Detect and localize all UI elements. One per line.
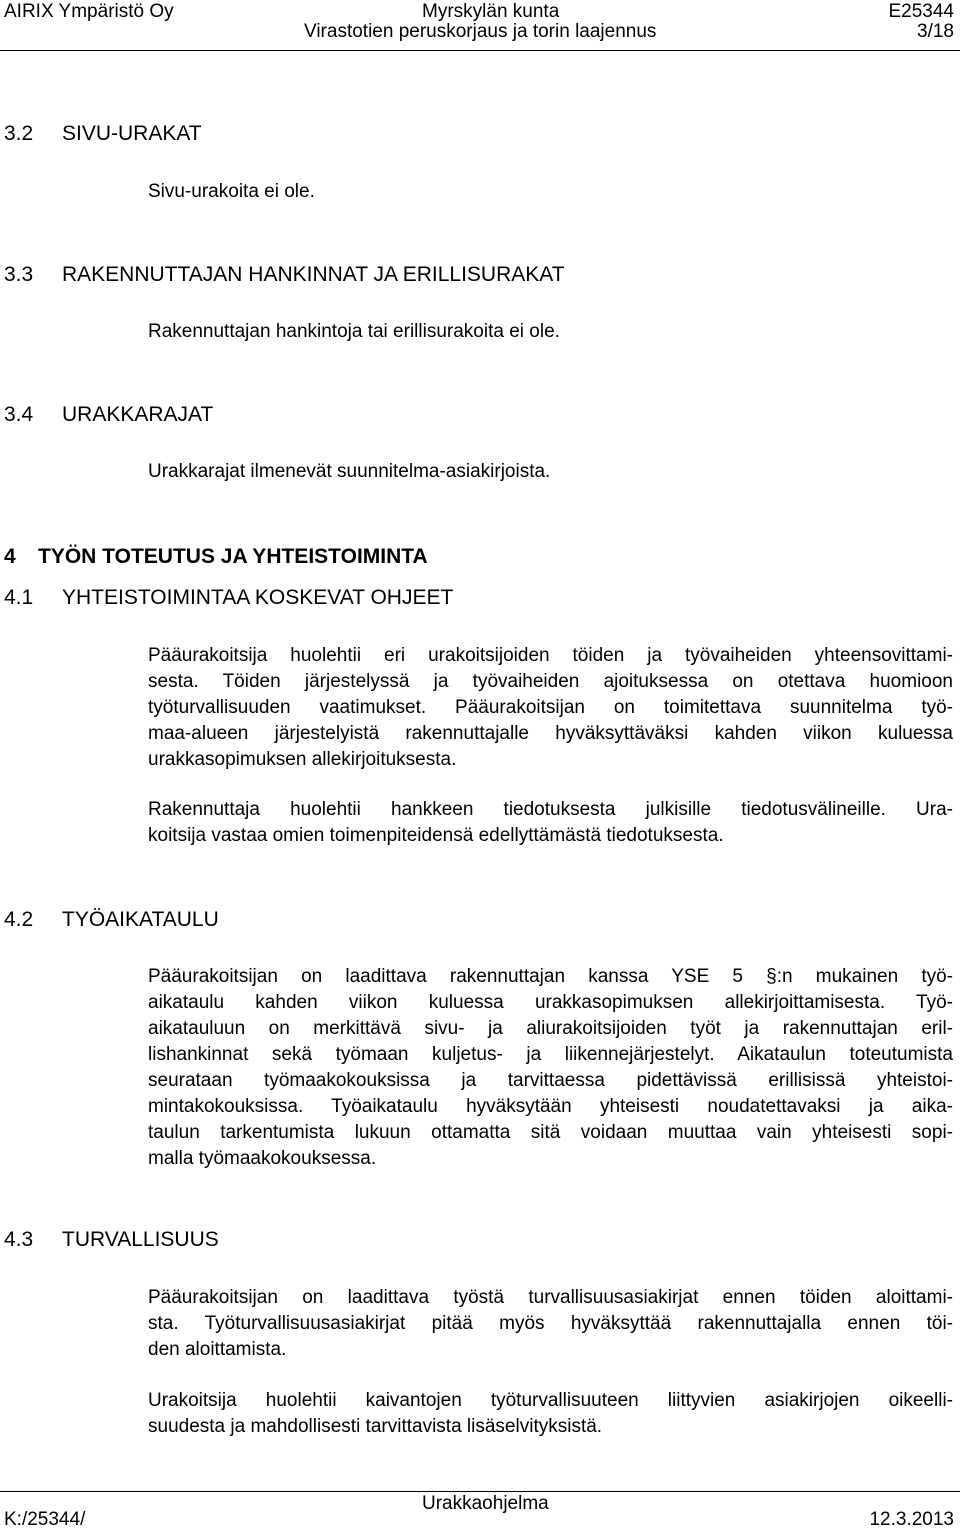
header-doc-number: E25344 (888, 1, 954, 22)
paragraph-line: sta. Työturvallisuusasiakirjat pitää myös hyväksyttää rakennuttajalla ennen töi- (148, 1313, 953, 1334)
paragraph-line: aikatauluun on merkittävä sivu- ja aliurakoitsijoiden työt ja rakennuttajan eril- (148, 1018, 953, 1039)
paragraph-line: maa-alueen järjestelyistä rakennuttajalle hyväksyttäväksi kahden viikon kuluessa (148, 723, 953, 744)
section-text: Rakennuttajan hankintoja tai erillisurakoita ei ole. (148, 321, 560, 342)
header-project: Virastotien peruskorjaus ja torin laajennus (304, 21, 657, 42)
section-title: URAKKARAJAT (62, 403, 214, 426)
paragraph (148, 797, 953, 849)
paragraph-line: seurataan työmaakokouksissa ja tarvittaessa pidettävissä erillisissä yhteistoi- (148, 1070, 953, 1091)
section-title: YHTEISTOIMINTAA KOSKEVAT OHJEET (62, 586, 454, 609)
section-title: TYÖAIKATAULU (62, 908, 219, 931)
paragraph-line: sesta. Töiden järjestelyssä ja työvaiheiden ajoituksessa on otettava huomioon (148, 671, 953, 692)
paragraph-line: aikataulu kahden viikon kuluessa urakkasopimuksen allekirjoittamisesta. Työ- (148, 992, 953, 1013)
section-text: Urakkarajat ilmenevät suunnitelma-asiakirjoista. (148, 461, 551, 482)
paragraph-line: Pääurakoitsija huolehtii eri urakoitsijoiden töiden ja työvaiheiden yhteensovittami- (148, 645, 953, 666)
section-number: 3.4 (4, 403, 34, 426)
section-title: SIVU-URAKAT (62, 122, 202, 145)
footer-path: K:/25344/ (4, 1509, 86, 1530)
paragraph-line: malla työmaakokouksessa. (148, 1148, 377, 1169)
section-title: TURVALLISUUS (62, 1228, 219, 1251)
section-number: 3.3 (4, 263, 34, 286)
chapter-number: 4 (4, 545, 16, 568)
paragraph-line: Urakoitsija huolehtii kaivantojen työturvallisuuteen liittyvien asiakirjojen oikeelli- (148, 1390, 953, 1411)
paragraph-line: mintakokouksissa. Työaikataulu hyväksytään yhteisesti noudatettavaksi ja aika- (148, 1096, 953, 1117)
footer-date: 12.3.2013 (869, 1509, 954, 1530)
section-text: Sivu-urakoita ei ole. (148, 181, 315, 202)
paragraph (148, 1285, 953, 1363)
paragraph-line: Pääurakoitsijan on laadittava rakennuttajan kanssa YSE 5 §:n mukainen työ- (148, 966, 953, 987)
chapter-title: TYÖN TOTEUTUS JA YHTEISTOIMINTA (38, 545, 428, 568)
section-title: RAKENNUTTAJAN HANKINNAT JA ERILLISURAKAT (62, 263, 565, 286)
header-page-number: 3/18 (917, 21, 954, 42)
paragraph-line: työturvallisuuden vaatimukset. Pääurakoitsijan on toimitettava suunnitelma työ- (148, 697, 953, 718)
section-number: 4.3 (4, 1228, 34, 1251)
paragraph-line: Rakennuttaja huolehtii hankkeen tiedotuksesta julkisille tiedotusvälineille. Ura- (148, 799, 953, 820)
paragraph-line: suudesta ja mahdollisesti tarvittavista lisäselvityksistä. (148, 1416, 603, 1437)
paragraph-line: den aloittamista. (148, 1339, 287, 1360)
section-number: 4.2 (4, 908, 34, 931)
paragraph-line: lishankinnat sekä työmaan kuljetus- ja liikennejärjestelyt. Aikataulun toteutumista (148, 1044, 953, 1065)
paragraph-line: Pääurakoitsijan on laadittava työstä turvallisuusasiakirjat ennen töiden aloittami- (148, 1287, 953, 1308)
paragraph-line: taulun tarkentumista lukuun ottamatta sitä voidaan muuttaa vain yhteisesti sopi- (148, 1122, 953, 1143)
paragraph-line: koitsija vastaa omien toimenpiteidensä edellyttämästä tiedotuksesta. (148, 825, 724, 846)
footer-doc-title: Urakkaohjelma (422, 1493, 549, 1514)
header-company: AIRIX Ympäristö Oy (4, 1, 174, 22)
header-rule (0, 50, 960, 51)
paragraph-line: urakkasopimuksen allekirjoituksesta. (148, 749, 457, 770)
paragraph (148, 964, 953, 1172)
section-number: 3.2 (4, 122, 34, 145)
header-client: Myrskylän kunta (422, 1, 560, 22)
section-number: 4.1 (4, 586, 34, 609)
paragraph (148, 643, 953, 773)
paragraph (148, 1388, 953, 1440)
